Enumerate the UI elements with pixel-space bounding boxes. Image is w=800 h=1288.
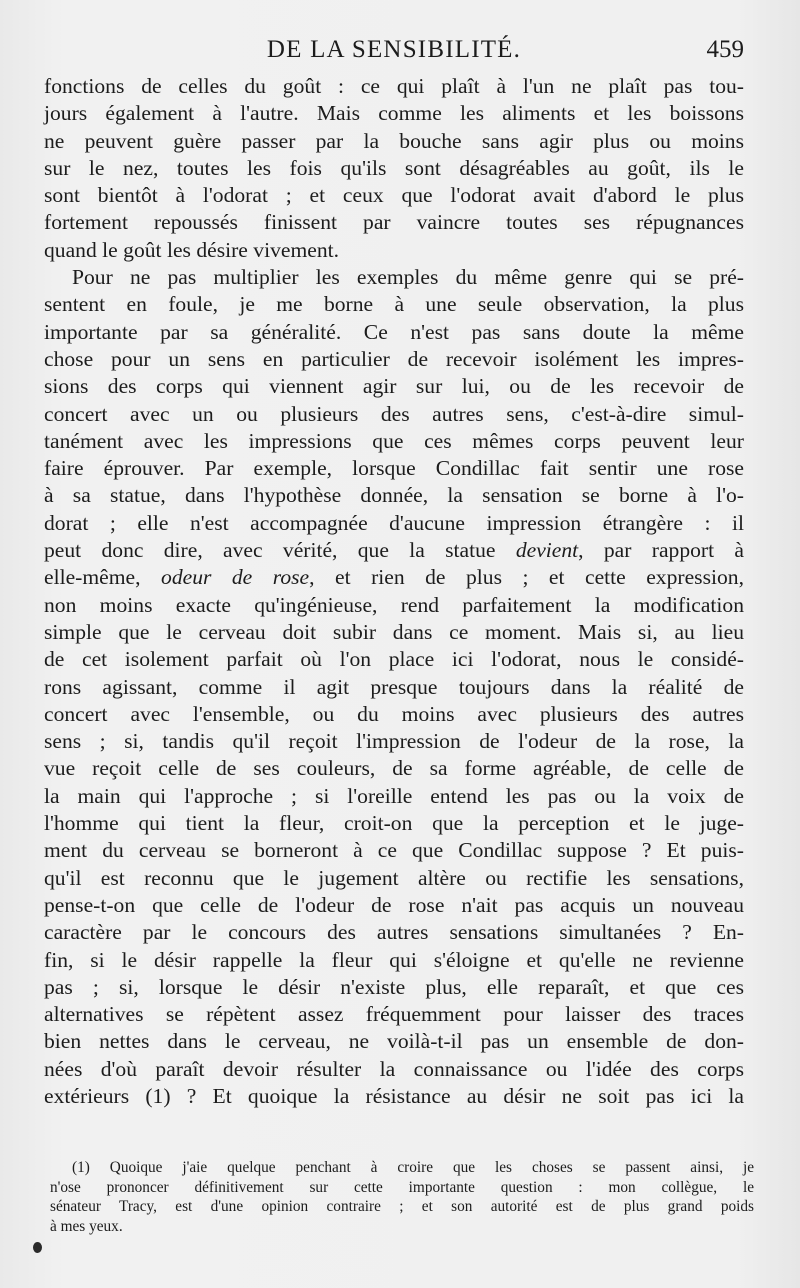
text-segment: peut donc dire, avec vérité, que la statue [44,538,496,563]
text-line: sentent en foule, je me borne à une seule observation, la plus [44,292,744,317]
text-line: jours également à l'autre. Mais comme les aliments et les boissons [44,101,744,126]
running-title: DE LA SENSIBILITÉ. [266,36,522,63]
text-line-with-italic [44,537,744,564]
text-line: rons agissant, comme il agit presque toujours dans la réalité de [44,674,744,699]
footnote-line: (1) Quoique j'aie quelque penchant à croire que les choses se passent ainsi, je [72,1159,754,1176]
text-line: pense-t-on que celle de l'odeur de rose n'ait pas acquis un nouveau [44,892,744,917]
page-number: 459 [706,36,744,63]
text-line: dorat ; elle n'est accompagnée d'aucune impression étrangère : il [44,510,744,535]
text-line: de cet isolement parfait où l'on place ici l'odorat, nous le considé- [44,647,744,672]
text-line: extérieurs (1) ? Et quoique la résistance au désir ne soit pas ici la [44,1083,744,1108]
footnote [50,1158,754,1236]
text-segment: , par rapport à [578,538,744,563]
footnote-line: n'ose prononcer définitivement sur cette importante question : mon collègue, le [50,1178,754,1196]
text-line: alternatives se répètent assez fréquemment pour laisser des traces [44,1002,744,1027]
italic-term-devient: devient [515,538,579,563]
text-line: à sa statue, dans l'hypothèse donnée, la sensation se borne à l'o- [44,483,744,508]
text-line: fin, si le désir rappelle la fleur qui s'éloigne et qu'elle ne revienne [44,947,744,972]
text-line: concert avec un ou plusieurs des autres sens, c'est-à-dire simul- [44,401,744,426]
text-line: la main qui l'approche ; si l'oreille entend les pas ou la voix de [44,783,744,808]
text-line: fortement repoussés finissent par vaincre toutes ses répugnances [44,210,744,235]
text-line: sur le nez, toutes les fois qu'ils sont désagréables au goût, ils le [44,155,744,180]
text-line: vue reçoit celle de ses couleurs, de sa forme agréable, de celle de [44,756,744,781]
text-line: tanément avec les impressions que ces mêmes corps peuvent leur [44,428,744,453]
text-line: chose pour un sens en particulier de recevoir isolément les impres- [44,346,744,371]
text-line: fonctions de celles du goût : ce qui plaît à l'un ne plaît pas tou- [44,74,744,98]
footnote-line: à mes yeux. [50,1217,123,1235]
text-line: qu'il est reconnu que le jugement altère ou rectifie les sensations, [44,865,744,890]
italic-term-odeur-de-rose: odeur de rose [161,565,310,590]
page-header [44,36,744,70]
text-line-with-italic [44,564,744,591]
text-line: sions des corps qui viennent agir sur lui, ou de les recevoir de [44,374,744,399]
text-line: quand le goût les désire vivement. [44,237,340,262]
body-text [44,73,744,1110]
text-line: ment du cerveau se borneront à ce que Condillac suppose ? Et puis- [44,838,744,863]
text-line: caractère par le concours des autres sensations simultanées ? En- [44,920,744,945]
text-line: nées d'où paraît devoir résulter la connaissance ou l'idée des corps [44,1056,744,1081]
text-line: pas ; si, lorsque le désir n'existe plus, elle reparaît, et que ces [44,974,744,999]
text-line: simple que le cerveau doit subir dans ce moment. Mais si, au lieu [44,619,744,644]
text-line: concert avec l'ensemble, ou du moins avec plusieurs des autres [44,701,744,726]
text-line: importante par sa généralité. Ce n'est pas sans doute la même [44,319,744,344]
text-line: Pour ne pas multiplier les exemples du même genre qui se pré- [72,265,744,290]
text-line: l'homme qui tient la fleur, croit-on que la perception et le juge- [44,811,744,836]
text-line: ne peuvent guère passer par la bouche sans agir plus ou moins [44,128,744,153]
text-line: bien nettes dans le cerveau, ne voilà-t-il pas un ensemble de don- [44,1029,744,1054]
footnote-line: sénateur Tracy, est d'une opinion contraire ; et son autorité est de plus grand poids [50,1198,754,1215]
text-line: sens ; si, tandis qu'il reçoit l'impression de l'odeur de la rose, la [44,729,744,754]
text-segment: , et rien de plus ; et cette expression, [309,565,744,590]
text-line: non moins exacte qu'ingénieuse, rend parfaitement la modification [44,592,744,617]
text-line: sont bientôt à l'odorat ; et ceux que l'odorat avait d'abord le plus [44,183,744,208]
text-line: faire éprouver. Par exemple, lorsque Condillac fait sentir une rose [44,456,744,481]
ink-spot [33,1242,42,1253]
text-segment: elle-même, [44,565,141,590]
